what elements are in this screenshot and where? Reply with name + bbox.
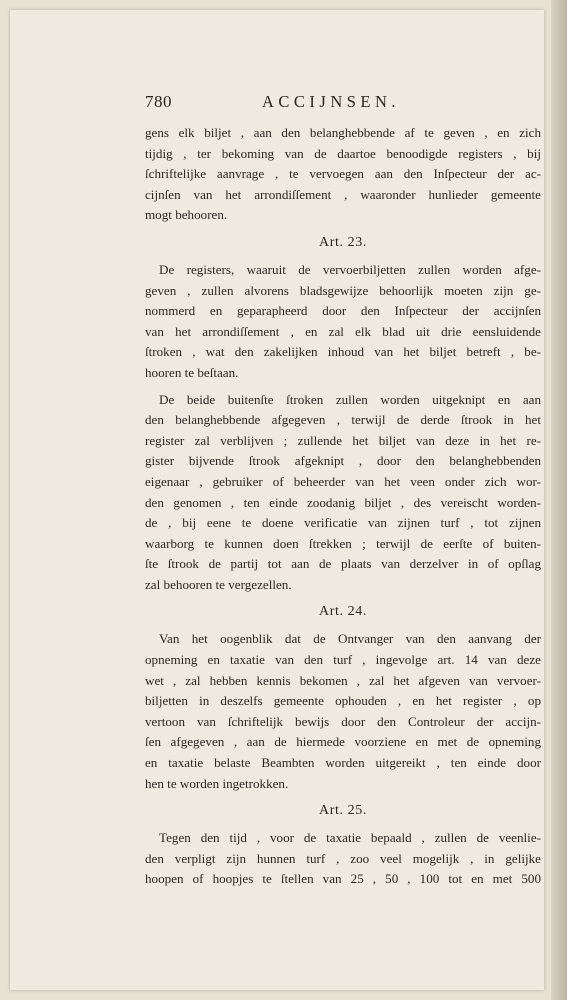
text-line: gens elk biljet , aan den belanghebbende af te geven , en zich — [145, 125, 541, 140]
text-line: gister bijvende ſtrook afgeknipt , door den belanghebbenden — [145, 453, 541, 469]
text-line: mogt behooren. — [145, 207, 228, 223]
article-heading: Art. 23. — [319, 234, 367, 250]
article-heading: Art. 25. — [319, 803, 367, 819]
text-line: hen te worden ingetrokken. — [145, 775, 289, 791]
text-line: tijdig , ter bekoming van de daartoe benoodigde registers , bij — [145, 145, 541, 161]
text-line: ſen afgegeven , aan de hiermede voorziene en met de opneming — [145, 734, 541, 750]
paragraph — [145, 629, 541, 794]
paragraph — [145, 390, 541, 596]
text-line: van het arrondiſſement , en zal elk blad uit drie eensluidende — [145, 323, 541, 339]
text-line: biljetten in deszelfs gemeente ophouden , en het register , op — [145, 693, 541, 709]
article-heading: Art. 24. — [319, 604, 367, 620]
text-line: opneming en taxatie van den turf , ingevolge art. 14 van deze — [145, 652, 541, 668]
page-edge-shadow — [551, 0, 567, 1000]
text-line: Tegen den tijd , voor de taxatie bepaald , zullen de veenlie- — [159, 830, 541, 846]
text-line: nommerd en geparapheerd door den Inſpecteur der accijnſen — [145, 303, 541, 319]
text-line: De beide buitenſte ſtroken zullen worden uitgeknipt en aan — [159, 391, 541, 407]
text-line: ſte ſtrook de partij tot aan de plaats van derzelver in of opſlag — [145, 556, 541, 572]
text-line: register zal verblijven ; zullende het biljet van deze in het re- — [145, 432, 541, 448]
page-number: 780 — [145, 92, 172, 111]
paragraph — [145, 828, 541, 890]
text-line: den verpligt zijn hunnen turf , zoo veel mogelijk , in gelijke — [145, 850, 541, 866]
text-line: vertoon van ſchriftelijk bewijs door den Controleur der accijn- — [145, 713, 541, 729]
text-line: hoopen of hoopjes te ſtellen van 25 , 50 , 100 tot en met 500 — [145, 871, 541, 887]
page-content — [145, 92, 541, 890]
text-line: waarborg te kunnen doen ſtrekken ; terwijl de eerſte of buiten- — [145, 535, 541, 551]
text-line: eigenaar , gebruiker of beheerder van het veen onder zich wor- — [145, 473, 541, 489]
text-line: den genomen , ten einde zoodanig biljet , des vereischt worden- — [145, 494, 541, 510]
running-title: ACCIJNSEN. — [262, 92, 401, 111]
running-head — [145, 92, 541, 118]
text-line: Van het oogenblik dat de Ontvanger van den aanvang der — [159, 631, 541, 647]
text-line: zal behooren te vergezellen. — [145, 576, 292, 592]
text-line: de , bij eene te doene verificatie van zijnen turf , tot zijnen — [145, 515, 541, 531]
text-line: geven , zullen alvorens bladsgewijze behoorlijk moeten zijn ge- — [145, 282, 541, 298]
text-line: wet , zal hebben kennis bekomen , zal het afgeven van vervoer- — [145, 672, 541, 688]
text-line: den belanghebbende afgegeven , terwijl de derde ſtrook in het — [145, 412, 541, 428]
text-line: cijnſen van het arrondiſſement , waaronder hunlieder gemeente — [145, 186, 541, 202]
paragraph — [145, 123, 541, 226]
body-text — [145, 123, 541, 890]
text-line: ſchriftelijke aanvrage , te vervoegen aan den Inſpecteur der ac- — [145, 166, 541, 182]
text-line: ſtroken , wat den zakelijken inhoud van het biljet betreft , be- — [145, 344, 541, 360]
text-line: De registers, waaruit de vervoerbiljetten zullen worden afge- — [159, 261, 541, 277]
text-line: en taxatie belaste Beambten worden uitgereikt , ten einde door — [145, 755, 541, 771]
text-line: hooren te beſtaan. — [145, 364, 239, 380]
paragraph — [145, 260, 541, 384]
